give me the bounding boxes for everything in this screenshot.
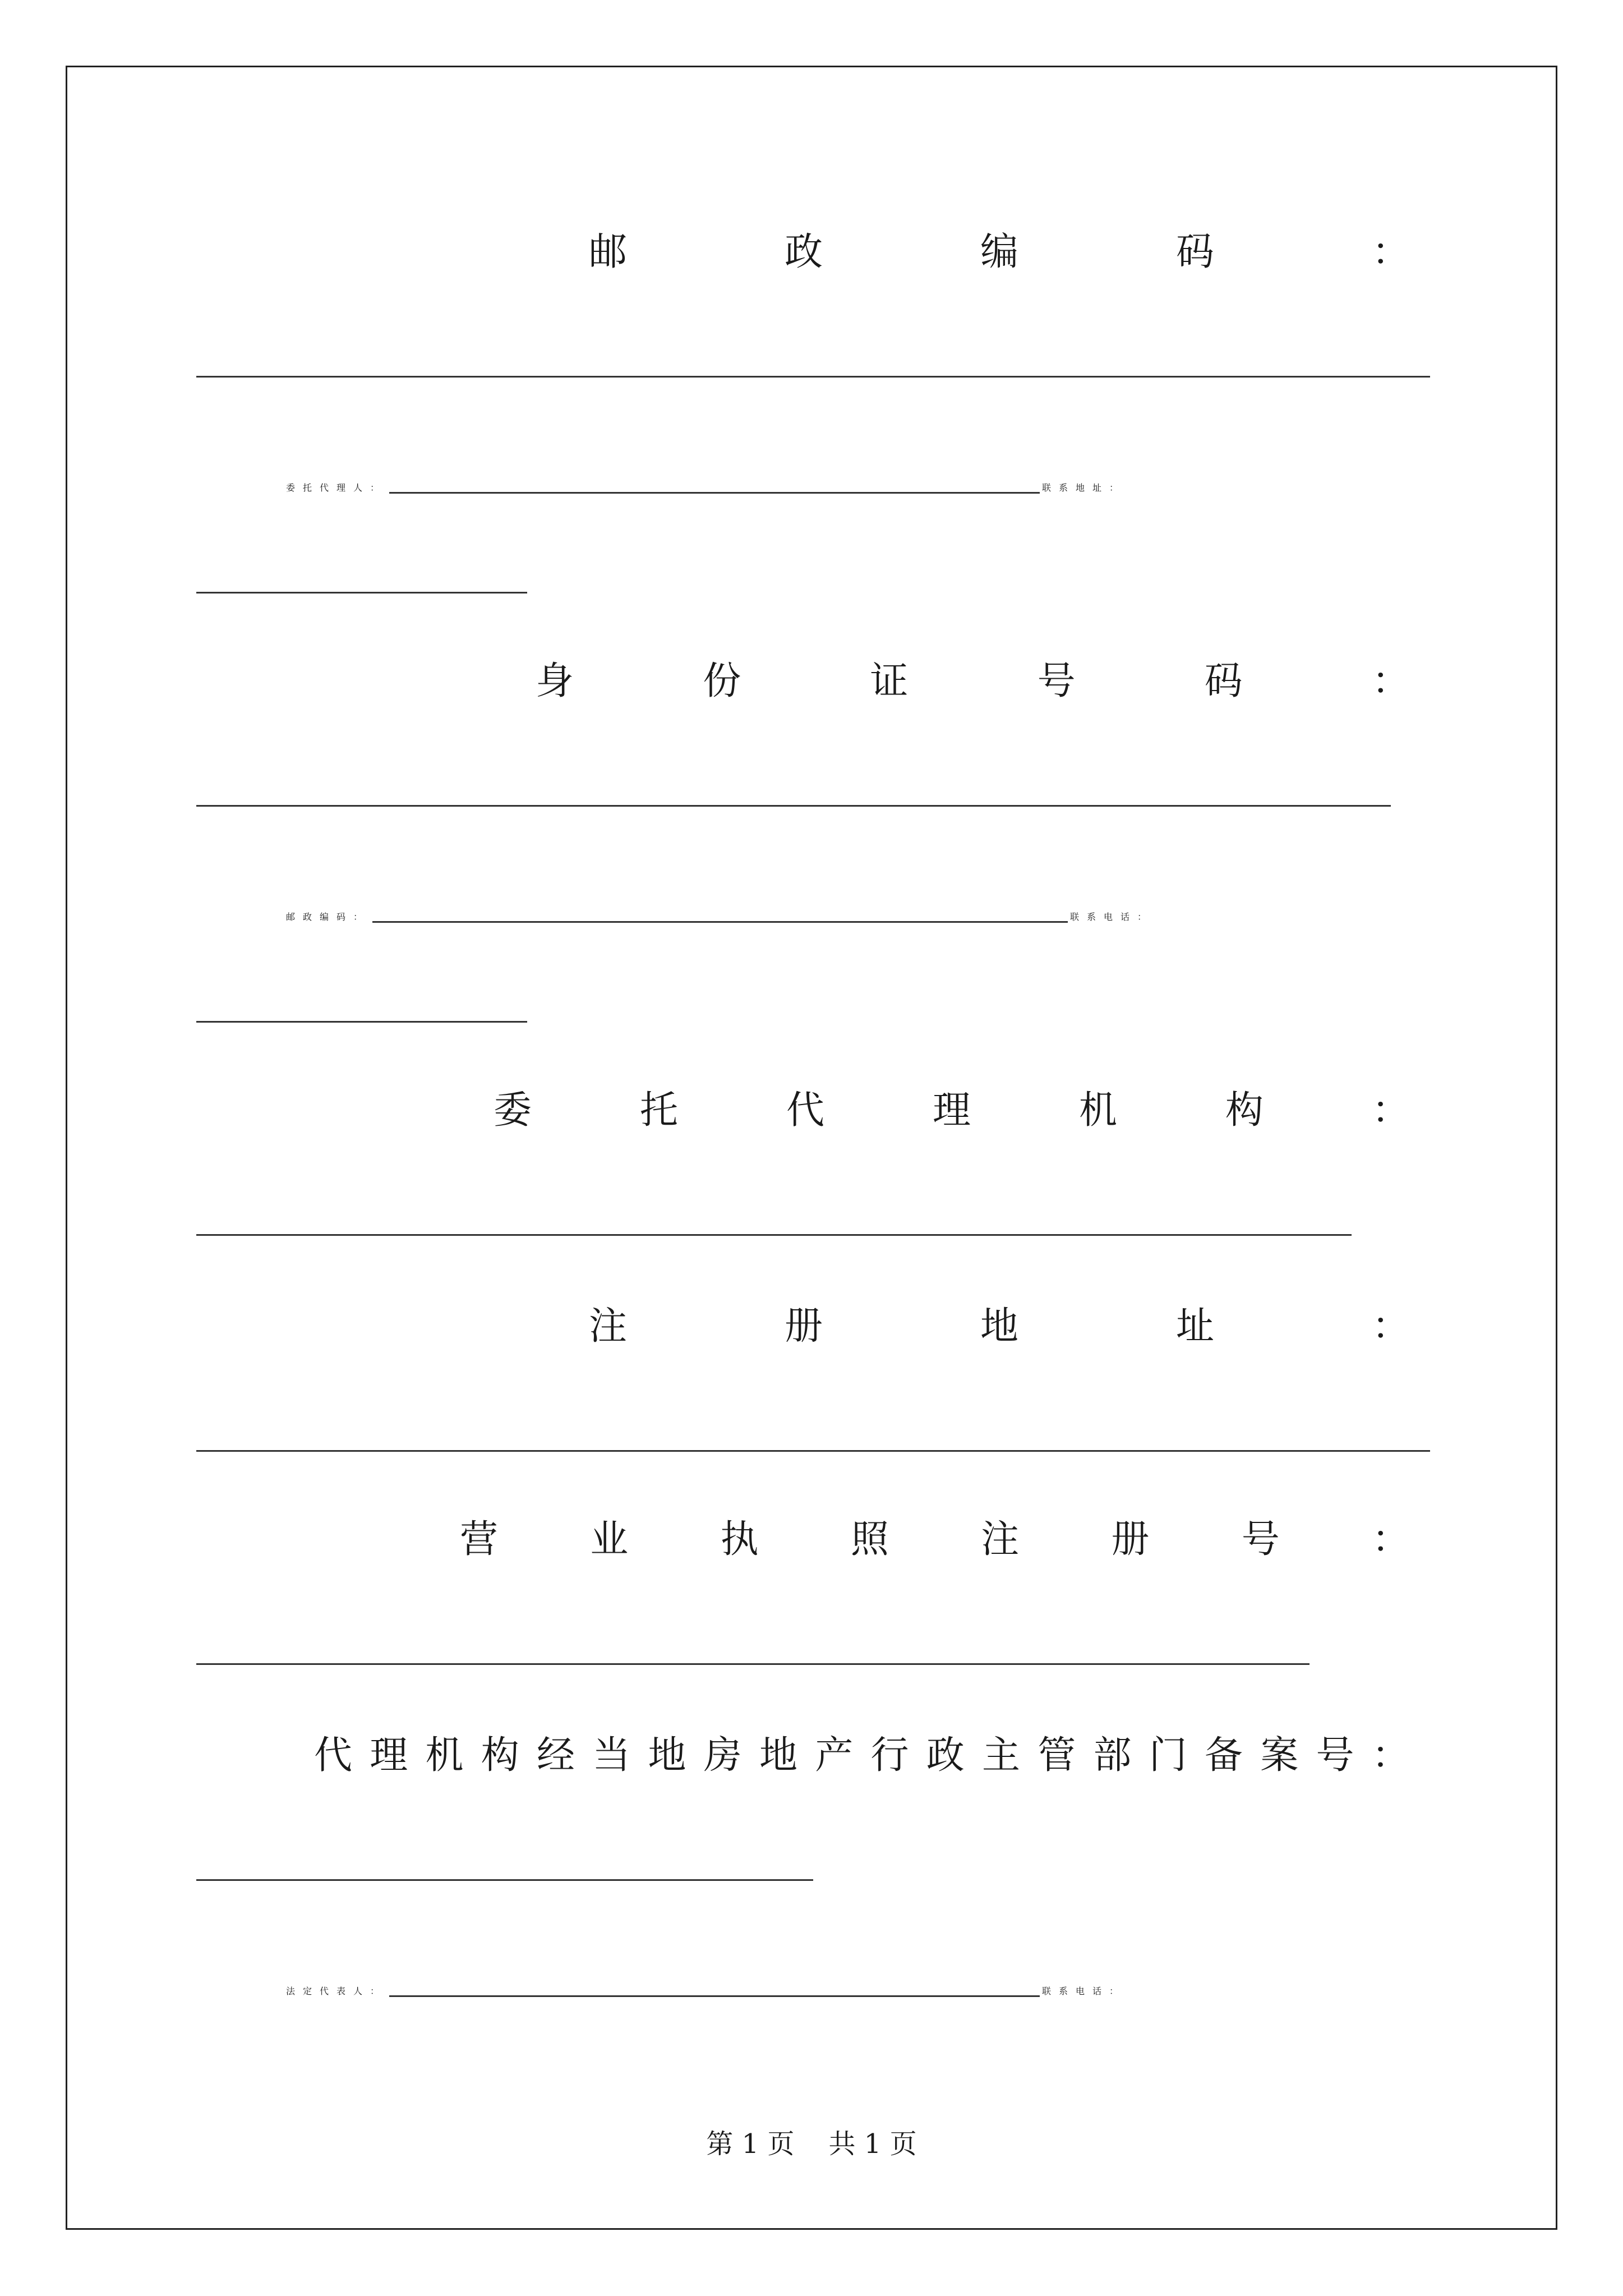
char: 托 [639,1088,678,1133]
postal-code-2-blank[interactable] [372,882,1068,923]
char: ： [1371,1088,1410,1133]
agent-person-blank[interactable] [389,453,1040,494]
char: ： [1371,659,1410,703]
postal-code-1-blank[interactable] [196,376,1430,378]
char: ： [1371,1304,1410,1349]
char: 证 [870,659,909,703]
char: 产 [815,1733,854,1778]
registered-address-blank[interactable] [196,1450,1430,1452]
char: 机 [425,1733,464,1778]
char: 址 [1175,1304,1214,1349]
legal-rep-label: 法定代表人： [286,1986,388,1996]
char: 主 [982,1733,1021,1778]
contact-phone-label: 联系电话： [1070,912,1155,922]
id-number-blank[interactable] [196,805,1391,807]
char: ： [1371,1733,1410,1778]
char: 行 [870,1733,909,1778]
char: 地 [648,1733,686,1778]
char: 身 [536,659,574,703]
char: 代 [314,1733,353,1778]
filing-number-blank[interactable] [196,1879,813,1881]
legal-rep-blank[interactable] [389,1956,1040,1997]
agency-row [0,1083,1623,1139]
char: 委 [494,1088,532,1133]
id-number-row [0,654,1623,710]
char: ： [1371,230,1410,274]
char: 理 [932,1088,971,1133]
char: 地 [980,1304,1018,1349]
char: 政 [784,230,823,274]
char: 份 [703,659,741,703]
page-footer: 第 1 页 共 1 页 [706,2128,917,2160]
char: 号 [1037,659,1076,703]
char: 政 [926,1733,965,1778]
registered-address-row [0,1299,1623,1355]
char: 注 [981,1517,1020,1562]
char: 编 [980,230,1018,274]
char: 号 [1241,1517,1280,1562]
char: 案 [1260,1733,1299,1778]
char: 注 [589,1304,628,1349]
char: 备 [1205,1733,1243,1778]
char: 号 [1316,1733,1354,1778]
char: 门 [1149,1733,1187,1778]
char: 房 [703,1733,742,1778]
agency-blank[interactable] [196,1234,1352,1236]
char: 构 [1225,1088,1264,1133]
char: 代 [786,1088,824,1133]
agent-person-label: 委托代理人： [286,482,388,493]
char: 照 [850,1517,889,1562]
char: 业 [590,1517,629,1562]
agent-person-row [286,438,1126,494]
char: 码 [1175,230,1214,274]
char: 理 [370,1733,408,1778]
char: 册 [1111,1517,1150,1562]
contact-phone-blank[interactable] [196,1021,527,1023]
char: 部 [1093,1733,1132,1778]
contact-address-blank[interactable] [196,592,527,593]
postal-code-row-2 [286,867,1154,923]
char: 邮 [589,230,628,274]
char: ： [1371,1517,1410,1562]
char: 码 [1204,659,1243,703]
char: 执 [720,1517,759,1562]
legal-rep-row [286,1941,1126,1997]
char: 构 [481,1733,519,1778]
char: 地 [759,1733,798,1778]
char: 当 [592,1733,631,1778]
char: 机 [1078,1088,1117,1133]
business-license-row [0,1512,1623,1568]
postal-code-label: 邮政编码： [286,912,371,922]
char: 营 [460,1517,499,1562]
contact-address-label: 联系地址： [1042,482,1127,493]
char: 管 [1038,1733,1076,1778]
postal-code-row-1 [0,224,1623,280]
char: 经 [537,1733,575,1778]
business-license-blank[interactable] [196,1663,1310,1665]
page-border [66,66,1557,2230]
char: 册 [784,1304,823,1349]
filing-number-row [0,1728,1623,1784]
legal-rep-phone-label: 联系电话： [1042,1986,1127,1996]
